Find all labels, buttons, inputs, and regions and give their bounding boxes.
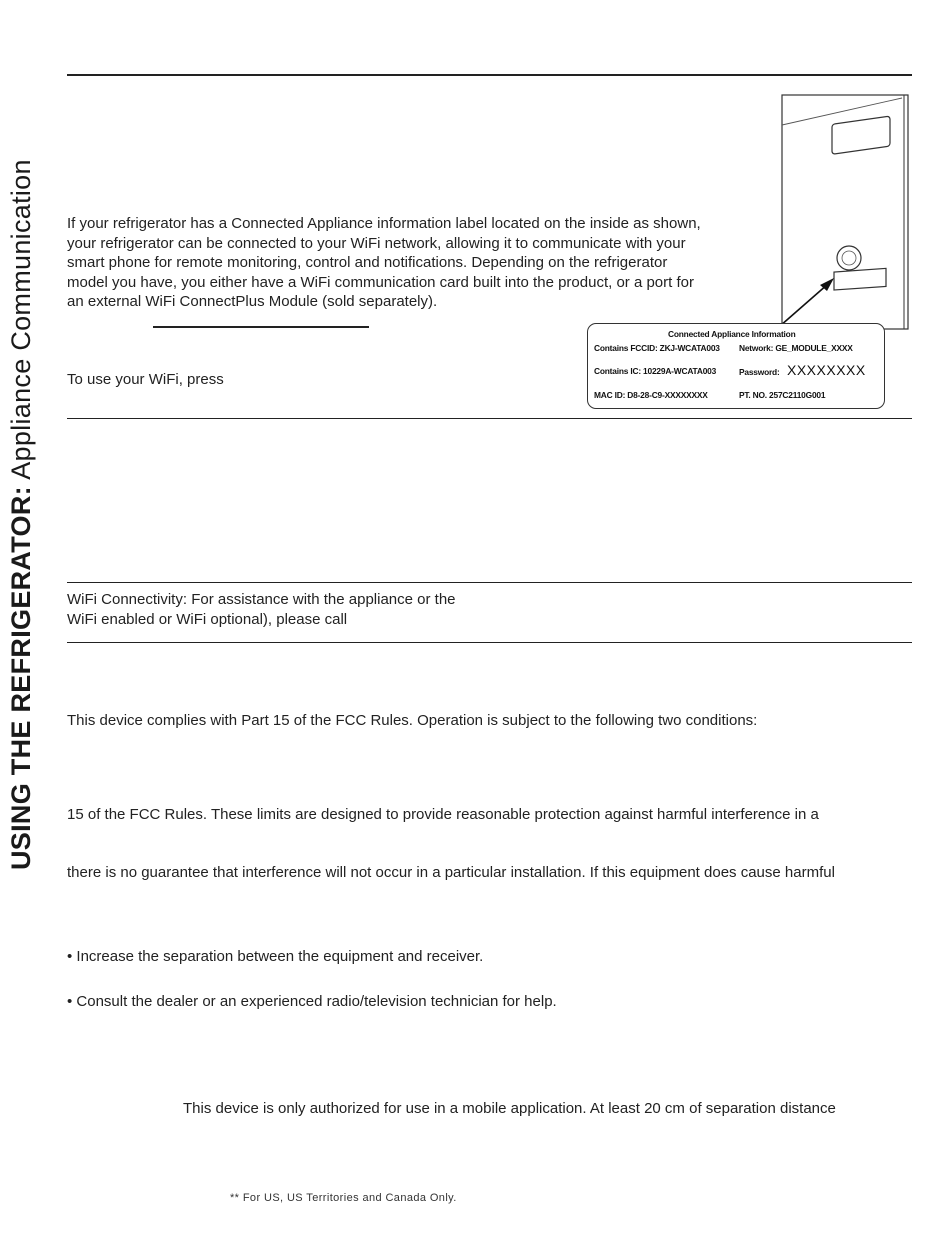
connectivity-line: WiFi Connectivity: For assistance with the appliance or the <box>67 591 456 608</box>
section-rule-1 <box>67 418 912 419</box>
connectivity-line: WiFi enabled or WiFi optional), please call <box>67 610 348 628</box>
refrigerator-interior-illustration <box>720 90 920 340</box>
section-rule-3 <box>67 642 912 643</box>
fcc-bullet-consult: • Consult the dealer or an experienced radio/television technician for help. <box>67 993 557 1010</box>
intro-line: smart phone for remote monitoring, control and notifications. Depending on the refrigerator <box>67 254 668 271</box>
label-mac-id: MAC ID: D8-28-C9-XXXXXXXX <box>594 390 708 400</box>
intro-line: your refrigerator can be connected to your WiFi network, allowing it to communicate with your <box>67 234 686 252</box>
top-rule <box>67 74 912 76</box>
fcc-limits-line: 15 of the FCC Rules. These limits are designed to provide reasonable protection against harmful interference in a <box>67 806 819 823</box>
label-title: Connected Appliance Information <box>668 329 796 339</box>
side-section-title <box>6 30 46 870</box>
wifi-press-text: To use your WiFi, press <box>67 371 224 388</box>
label-fccid: Contains FCCID: ZKJ-WCATA003 <box>594 343 720 353</box>
fcc-interference-line: there is no guarantee that interference will not occur in a particular installation. If this equipment does cause harmful <box>67 864 835 881</box>
fcc-compliance-line: This device complies with Part 15 of the FCC Rules. Operation is subject to the following two conditions: <box>67 712 758 729</box>
label-ic: Contains IC: 10229A-WCATA003 <box>594 366 717 376</box>
footnote: ** For US, US Territories and Canada Only. <box>230 1192 457 1204</box>
label-part-number: PT. NO. 257C2110G001 <box>739 390 826 400</box>
connected-appliance-label <box>587 323 885 409</box>
side-title-bold: USING THE REFRIGERATOR: <box>6 486 36 870</box>
fcc-bullet-separation: • Increase the separation between the equipment and receiver. <box>67 948 484 965</box>
label-password-value: XXXXXXXX <box>787 362 866 378</box>
label-network: Network: GE_MODULE_XXXX <box>739 343 853 353</box>
intro-line: model you have, you either have a WiFi communication card built into the product, or a port for <box>67 273 694 291</box>
label-password-label: Password: <box>739 367 780 377</box>
connectivity-text <box>67 590 456 629</box>
intro-line: If your refrigerator has a Connected Appliance information label located on the inside as shown, <box>67 215 701 232</box>
intro-paragraph <box>67 214 701 312</box>
intro-line: an external WiFi ConnectPlus Module (sold separately). <box>67 293 438 310</box>
mobile-application-line: This device is only authorized for use in a mobile application. At least 20 cm of separation distance <box>183 1100 836 1117</box>
section-rule-2 <box>67 582 912 583</box>
side-title-light: Appliance Communication <box>6 159 36 487</box>
short-rule <box>153 326 369 328</box>
